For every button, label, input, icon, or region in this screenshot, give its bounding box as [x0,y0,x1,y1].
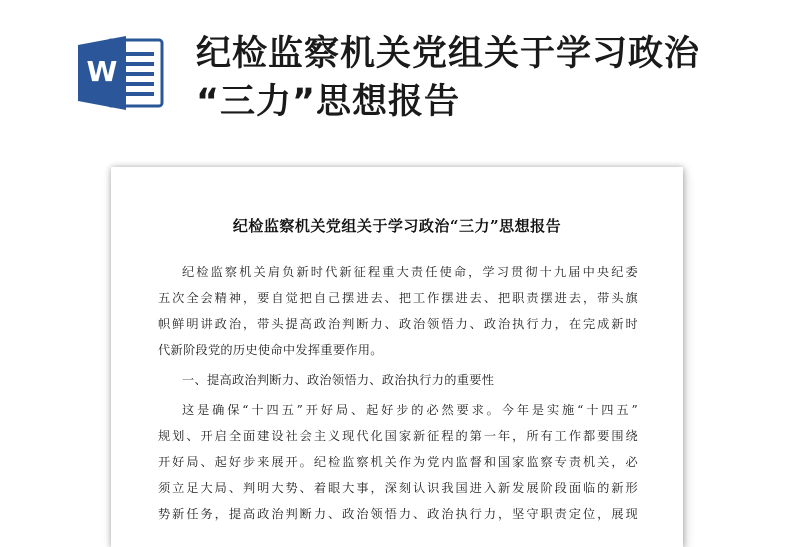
paragraph-2-line-3: 开好局、起好步来展开。纪检监察机关作为党内监督和国家监察专责机关，必 [158,455,638,469]
header [0,0,800,150]
paragraph-1-line-3: 帜鲜明讲政治，带头提高政治判断力、政治领悟力、政治执行力，在完成新时 [158,317,638,331]
page-title [196,30,776,126]
page-title-line-2: “三力”思想报告 [196,82,461,122]
paragraph-1-line-1: 纪检监察机关肩负新时代新征程重大责任使命，学习贯彻十九届中央纪委 [182,265,638,279]
page-title-line-1: 纪检监察机关党组关于学习政治 [196,34,701,74]
document-title: 纪检监察机关党组关于学习政治“三力”思想报告 [232,217,562,235]
word-document-icon [78,36,166,110]
paragraph-2-line-4: 须立足大局、判明大势、着眼大事，深刻认识我国进入新发展阶段面临的新形 [158,481,638,495]
document-body [158,259,638,527]
word-icon-letter: W [86,55,118,88]
document-page [111,167,683,547]
paragraph-2-line-1: 这是确保“十四五”开好局、起好步的必然要求。今年是实施“十四五” [182,403,638,417]
paragraph-1-line-2: 五次全会精神，要自觉把自己摆进去、把工作摆进去、把职责摆进去，带头旗 [158,291,638,305]
paragraph-2-line-2: 规划、开启全面建设社会主义现代化国家新征程的第一年，所有工作都要围绕 [158,429,638,443]
paragraph-2-line-5: 势新任务，提高政治判断力、政治领悟力、政治执行力，坚守职责定位，展现 [158,507,638,521]
paragraph-1-line-4: 代新阶段党的历史使命中发挥重要作用。 [158,343,383,357]
section-heading-1: 一、提高政治判断力、政治领悟力、政治执行力的重要性 [182,373,495,387]
